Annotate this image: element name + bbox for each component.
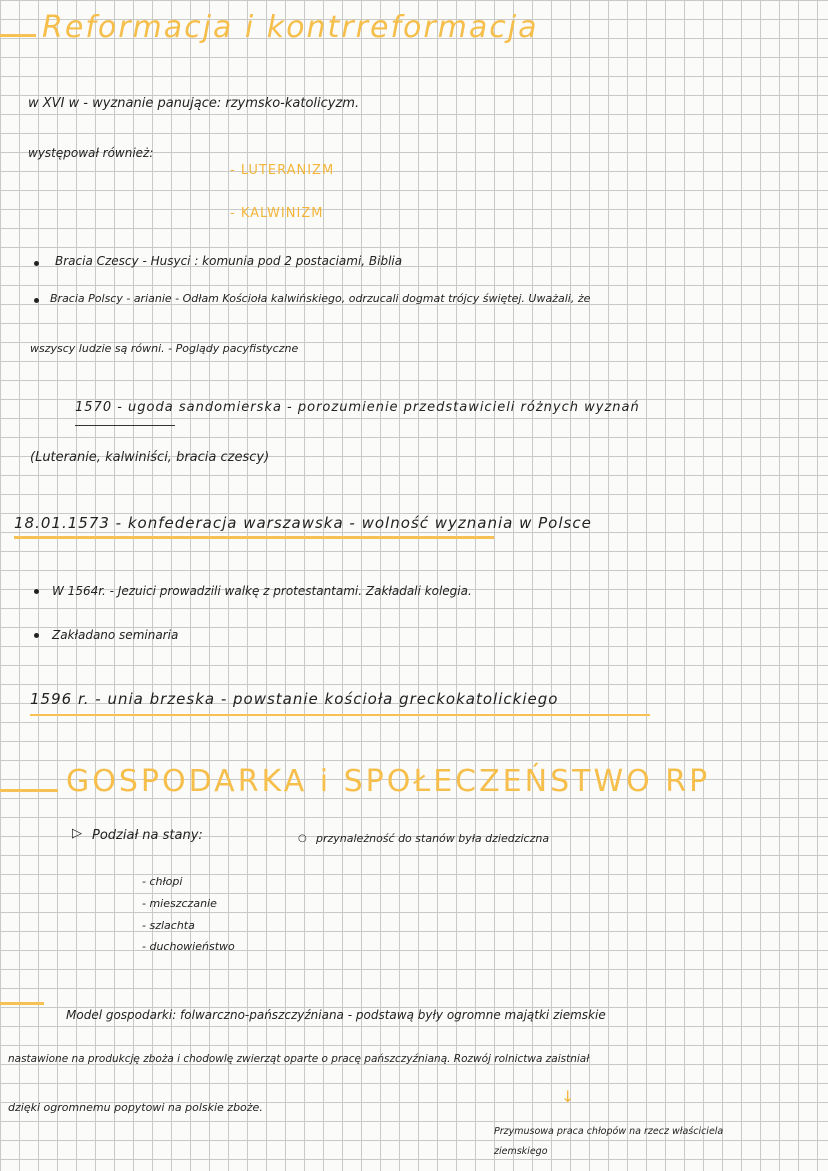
jezuici: W 1564r. - Jezuici prowadzili walkę z protestantami. Zakładali kolegia. (52, 584, 472, 598)
model-dash (0, 1002, 44, 1005)
underline-1570 (75, 425, 175, 426)
note-przymusowa: Przymusowa praca chłopów na rzecz właściciela (494, 1126, 724, 1137)
date-1570-line2: (Luteranie, kalwiniści, bracia czescy) (30, 450, 270, 465)
circle-bullet-icon: ○ (298, 833, 307, 844)
podzial-na-stany: Podział na stany: (92, 828, 203, 843)
model-gospodarki-line3: dzięki ogromnemu popytowi na polskie zboże. (8, 1101, 263, 1114)
header1-dash (0, 34, 36, 37)
stan-duchowienstwo: - duchowieństwo (142, 940, 235, 953)
date-1570: 1570 - ugoda sandomierska - porozumienie przedstawicieli różnych wyznań (75, 400, 640, 415)
stan-chlopi: - chłopi (142, 875, 183, 888)
stan-mieszczanie: - mieszczanie (142, 897, 217, 910)
list-luteranizm: - LUTERANIZM (230, 163, 335, 178)
model-gospodarki-line1: Model gospodarki: folwarczno-pańszczyźniana - podstawą były ogromne majątki ziemskie (66, 1008, 606, 1022)
date-1596: 1596 r. - unia brzeska - powstanie kościoła greckokatolickiego (30, 690, 559, 708)
bullet-icon (34, 298, 39, 303)
seminaria: Zakładano seminaria (52, 628, 179, 642)
underline-1596 (30, 714, 650, 716)
bullet-icon (34, 633, 39, 638)
bracia-polscy-line2: wszyscy ludzie są równi. - Poglądy pacyfistyczne (30, 342, 299, 355)
bullet-icon (34, 261, 39, 266)
header2-dash (0, 789, 58, 792)
stan-szlachta: - szlachta (142, 919, 195, 932)
bracia-czescy: Bracia Czescy - Husyci : komunia pod 2 postaciami, Biblia (55, 254, 403, 268)
header1-title: Reformacja i kontrreformacja (42, 10, 539, 45)
date-1573: 18.01.1573 - konfederacja warszawska - wolność wyznania w Polsce (14, 514, 592, 532)
model-gospodarki-line2: nastawione na produkcję zboża i chodowlę zwierząt oparte o pracę pańszczyźnianą. Rozwój rolnictwa zaistniał (8, 1053, 590, 1065)
arrow-down-icon: ↓ (561, 1087, 575, 1106)
bullet-icon (34, 589, 39, 594)
underline-1573 (14, 536, 494, 539)
podzial-triangle-icon: ▷ (72, 826, 82, 841)
przynaleznosc: przynależność do stanów była dziedziczna (316, 832, 550, 845)
note-ziemskiego: ziemskiego (494, 1146, 548, 1157)
bracia-polscy-line1: Bracia Polscy - arianie - Odłam Kościoła kalwińskiego, odrzucali dogmat trójcy świętej. Uważali, że (50, 292, 591, 305)
list-kalwinizm: - KALWINIZM (230, 206, 324, 221)
header2-title: GOSPODARKA i SPOŁECZEŃSTWO RP (66, 764, 711, 799)
line-wystepowal: występował również: (28, 146, 154, 160)
line-wyznanie-panujace: w XVI w - wyznanie panujące: rzymsko-katolicyzm. (28, 96, 360, 111)
